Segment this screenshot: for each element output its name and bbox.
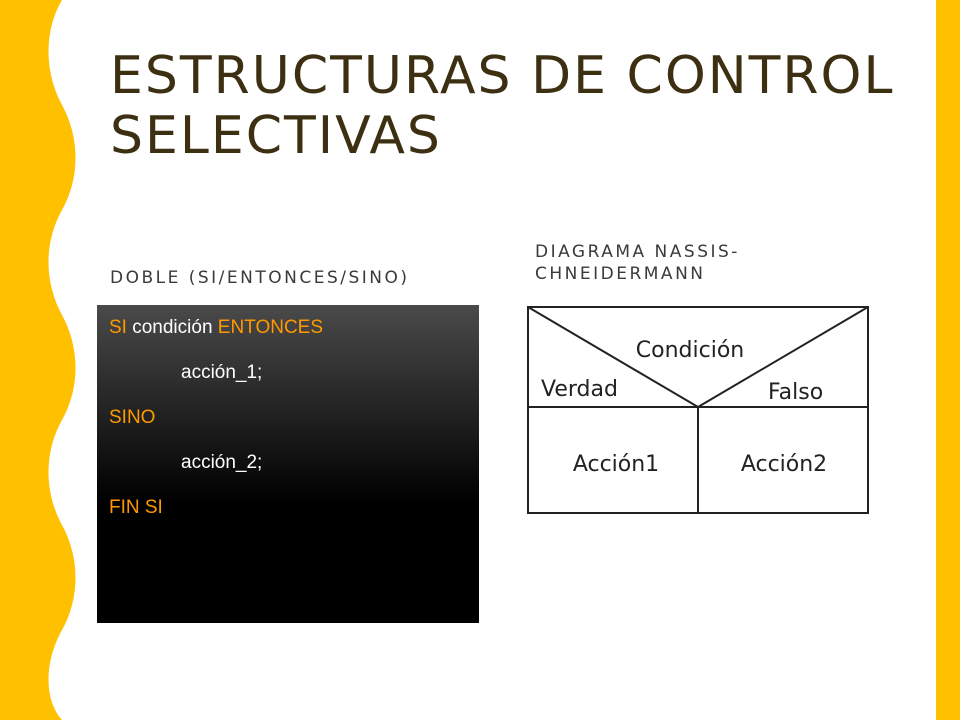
true-label: Verdad (541, 377, 618, 402)
code-condition: condición (126, 317, 218, 338)
action-false-label: Acción2 (740, 452, 828, 477)
left-wave-decoration (0, 0, 80, 720)
code-line-action2 (109, 450, 467, 495)
pseudocode-box (97, 305, 479, 623)
keyword-entonces: ENTONCES (217, 317, 324, 338)
right-accent-bar (936, 0, 960, 720)
keyword-sino: SINO (109, 407, 156, 428)
keyword-fin-si: FIN SI (109, 497, 163, 518)
code-line-else (109, 405, 467, 450)
slide-title-line1: ESTRUCTURAS DE CONTROL (110, 46, 895, 106)
code-action2: acción_2; (181, 452, 263, 473)
right-subheading-line1: DIAGRAMA NASSIS- (535, 242, 740, 262)
right-subheading (535, 241, 835, 285)
code-line-endif (109, 495, 467, 540)
left-subheading: DOBLE (SI/ENTONCES/SINO) (110, 268, 410, 288)
code-action1: acción_1; (181, 362, 263, 383)
slide-title (110, 46, 910, 166)
code-line-action1 (109, 360, 467, 405)
keyword-si: SI (109, 317, 127, 338)
condition-label: Condición (635, 338, 745, 363)
action-true-label: Acción1 (572, 452, 660, 477)
nassi-shneiderman-diagram (526, 305, 870, 517)
right-subheading-line2: CHNEIDERMANN (535, 264, 706, 284)
code-line-if (109, 315, 467, 360)
slide-title-line2: SELECTIVAS (110, 106, 442, 166)
false-label: Falso (768, 380, 824, 405)
